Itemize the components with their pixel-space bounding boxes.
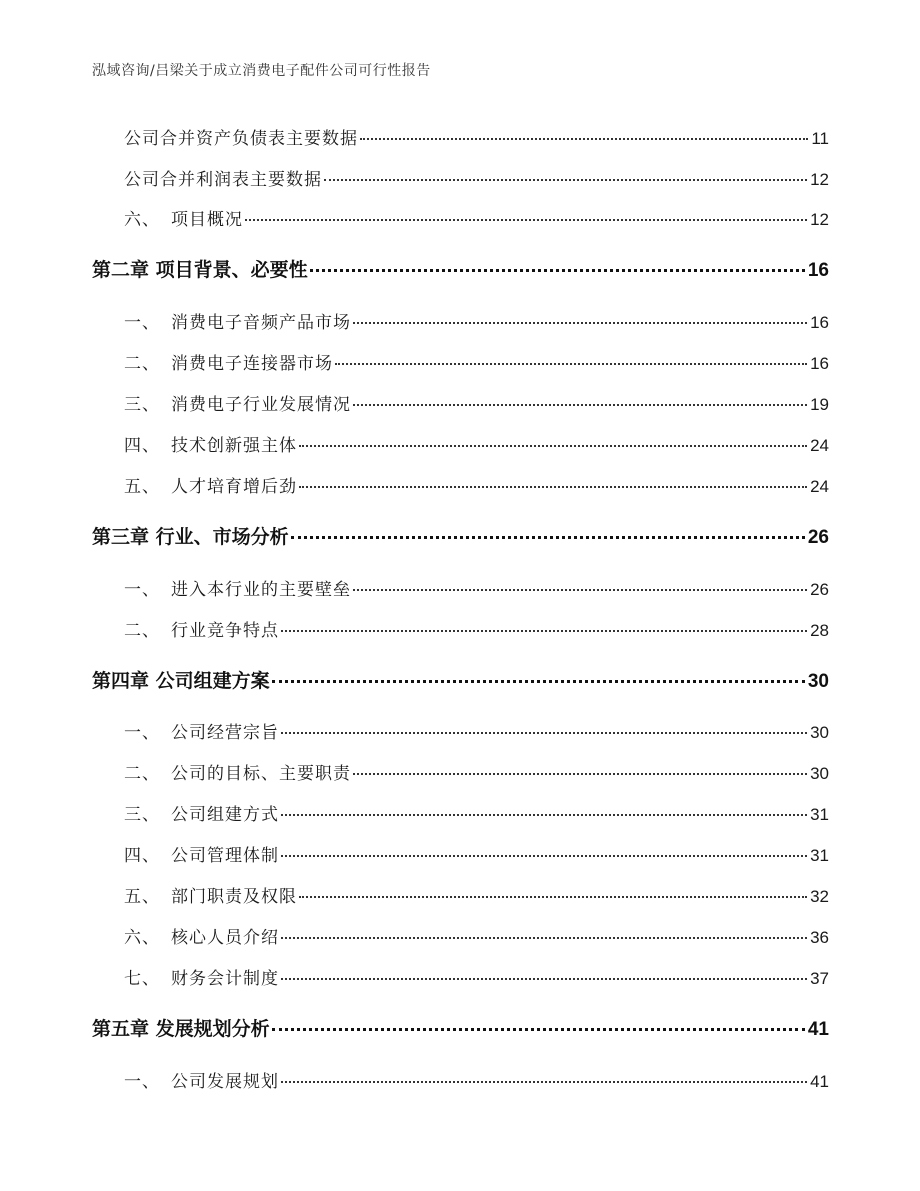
toc-page-number: 37 xyxy=(810,969,829,988)
toc-entry-title: 公司合并利润表主要数据 xyxy=(124,170,322,190)
toc-leader-dots xyxy=(324,179,807,181)
toc-entry[interactable] xyxy=(124,205,829,230)
toc-entry[interactable] xyxy=(124,124,829,149)
toc-entry[interactable] xyxy=(124,616,829,641)
toc-leader-dots xyxy=(281,855,807,857)
toc-entry-title: 五、 部门职责及权限 xyxy=(124,887,297,907)
toc-leader-dots xyxy=(281,814,807,816)
toc-chapter-entry[interactable] xyxy=(92,1014,829,1041)
toc-entry-title: 一、 进入本行业的主要壁垒 xyxy=(124,580,351,600)
toc-entry-title: 二、 消费电子连接器市场 xyxy=(124,354,333,374)
running-header: 泓域咨询/吕梁关于成立消费电子配件公司可行性报告 xyxy=(92,63,431,79)
toc-entry[interactable] xyxy=(124,431,829,456)
toc-page-number: 12 xyxy=(810,210,829,229)
toc-entry[interactable] xyxy=(124,575,829,600)
toc-entry-title: 四、 技术创新强主体 xyxy=(124,436,297,456)
toc-page-number: 30 xyxy=(807,671,829,692)
toc-page-number: 12 xyxy=(810,170,829,189)
toc-leader-dots xyxy=(353,322,807,324)
toc-leader-dots xyxy=(281,937,807,939)
toc-chapter-title: 第四章 公司组建方案 xyxy=(92,670,270,692)
toc-leader-dots xyxy=(299,486,807,488)
toc-entry-title: 公司合并资产负债表主要数据 xyxy=(124,129,358,149)
toc-entry[interactable] xyxy=(124,923,829,948)
toc-page-number: 11 xyxy=(811,129,829,148)
toc-page-number: 31 xyxy=(810,805,829,824)
toc-chapter-entry[interactable] xyxy=(92,255,829,282)
toc-leader-dots xyxy=(335,363,807,365)
toc-leader-dots xyxy=(310,269,805,272)
toc-page-number: 31 xyxy=(810,846,829,865)
toc-chapter-entry[interactable] xyxy=(92,522,829,549)
toc-entry[interactable] xyxy=(124,390,829,415)
toc-leader-dots xyxy=(245,219,807,221)
toc-chapter-title: 第三章 行业、市场分析 xyxy=(92,526,289,548)
toc-leader-dots xyxy=(353,589,807,591)
toc-entry[interactable] xyxy=(124,349,829,374)
toc-entry[interactable] xyxy=(124,964,829,989)
toc-page-number: 24 xyxy=(810,436,829,455)
toc-page-number: 19 xyxy=(810,395,829,414)
toc-entry[interactable] xyxy=(124,1067,829,1092)
toc-entry[interactable] xyxy=(124,718,829,743)
toc-entry-title: 一、 消费电子音频产品市场 xyxy=(124,313,351,333)
toc-entry-title: 七、 财务会计制度 xyxy=(124,969,279,989)
toc-page-number: 24 xyxy=(810,477,829,496)
toc-page-number: 16 xyxy=(810,354,829,373)
toc-page-number: 16 xyxy=(810,313,829,332)
toc-page-number: 36 xyxy=(810,928,829,947)
toc-page-number: 41 xyxy=(807,1019,829,1040)
toc-leader-dots xyxy=(281,1081,807,1083)
toc-page-number: 26 xyxy=(810,580,829,599)
toc-page-number: 32 xyxy=(810,887,829,906)
toc-leader-dots xyxy=(353,404,807,406)
toc-entry[interactable] xyxy=(124,882,829,907)
toc-page-number: 41 xyxy=(810,1072,829,1091)
toc-page-number: 16 xyxy=(807,260,829,281)
toc-entry-title: 四、 公司管理体制 xyxy=(124,846,279,866)
toc-leader-dots xyxy=(272,680,805,683)
toc-entry-title: 一、 公司发展规划 xyxy=(124,1072,279,1092)
toc-entry-title: 五、 人才培育增后劲 xyxy=(124,477,297,497)
toc-entry[interactable] xyxy=(124,759,829,784)
toc-leader-dots xyxy=(353,773,807,775)
toc-entry[interactable] xyxy=(124,165,829,190)
toc-entry[interactable] xyxy=(124,472,829,497)
toc-entry-title: 二、 行业竞争特点 xyxy=(124,621,279,641)
toc-page-number: 26 xyxy=(807,527,829,548)
toc-entry-title: 三、 消费电子行业发展情况 xyxy=(124,395,351,415)
toc-page-number: 28 xyxy=(810,621,829,640)
toc-page-number: 30 xyxy=(810,764,829,783)
toc-entry-title: 一、 公司经营宗旨 xyxy=(124,723,279,743)
toc-chapter-title: 第二章 项目背景、必要性 xyxy=(92,259,308,281)
toc-leader-dots xyxy=(281,732,807,734)
toc-entry-title: 三、 公司组建方式 xyxy=(124,805,279,825)
toc-leader-dots xyxy=(291,536,805,539)
toc-entry-title: 六、 核心人员介绍 xyxy=(124,928,279,948)
toc-leader-dots xyxy=(299,896,807,898)
toc-page-number: 30 xyxy=(810,723,829,742)
toc-chapter-entry[interactable] xyxy=(92,666,829,693)
toc-entry-title: 六、 项目概况 xyxy=(124,210,243,230)
toc-entry[interactable] xyxy=(124,800,829,825)
toc-chapter-title: 第五章 发展规划分析 xyxy=(92,1018,270,1040)
toc-entry[interactable] xyxy=(124,841,829,866)
toc-entry-title: 二、 公司的目标、主要职责 xyxy=(124,764,351,784)
toc-leader-dots xyxy=(299,445,807,447)
toc-leader-dots xyxy=(281,978,807,980)
toc-leader-dots xyxy=(272,1028,805,1031)
toc-entry[interactable] xyxy=(124,308,829,333)
toc-leader-dots xyxy=(360,138,808,140)
toc-leader-dots xyxy=(281,630,807,632)
